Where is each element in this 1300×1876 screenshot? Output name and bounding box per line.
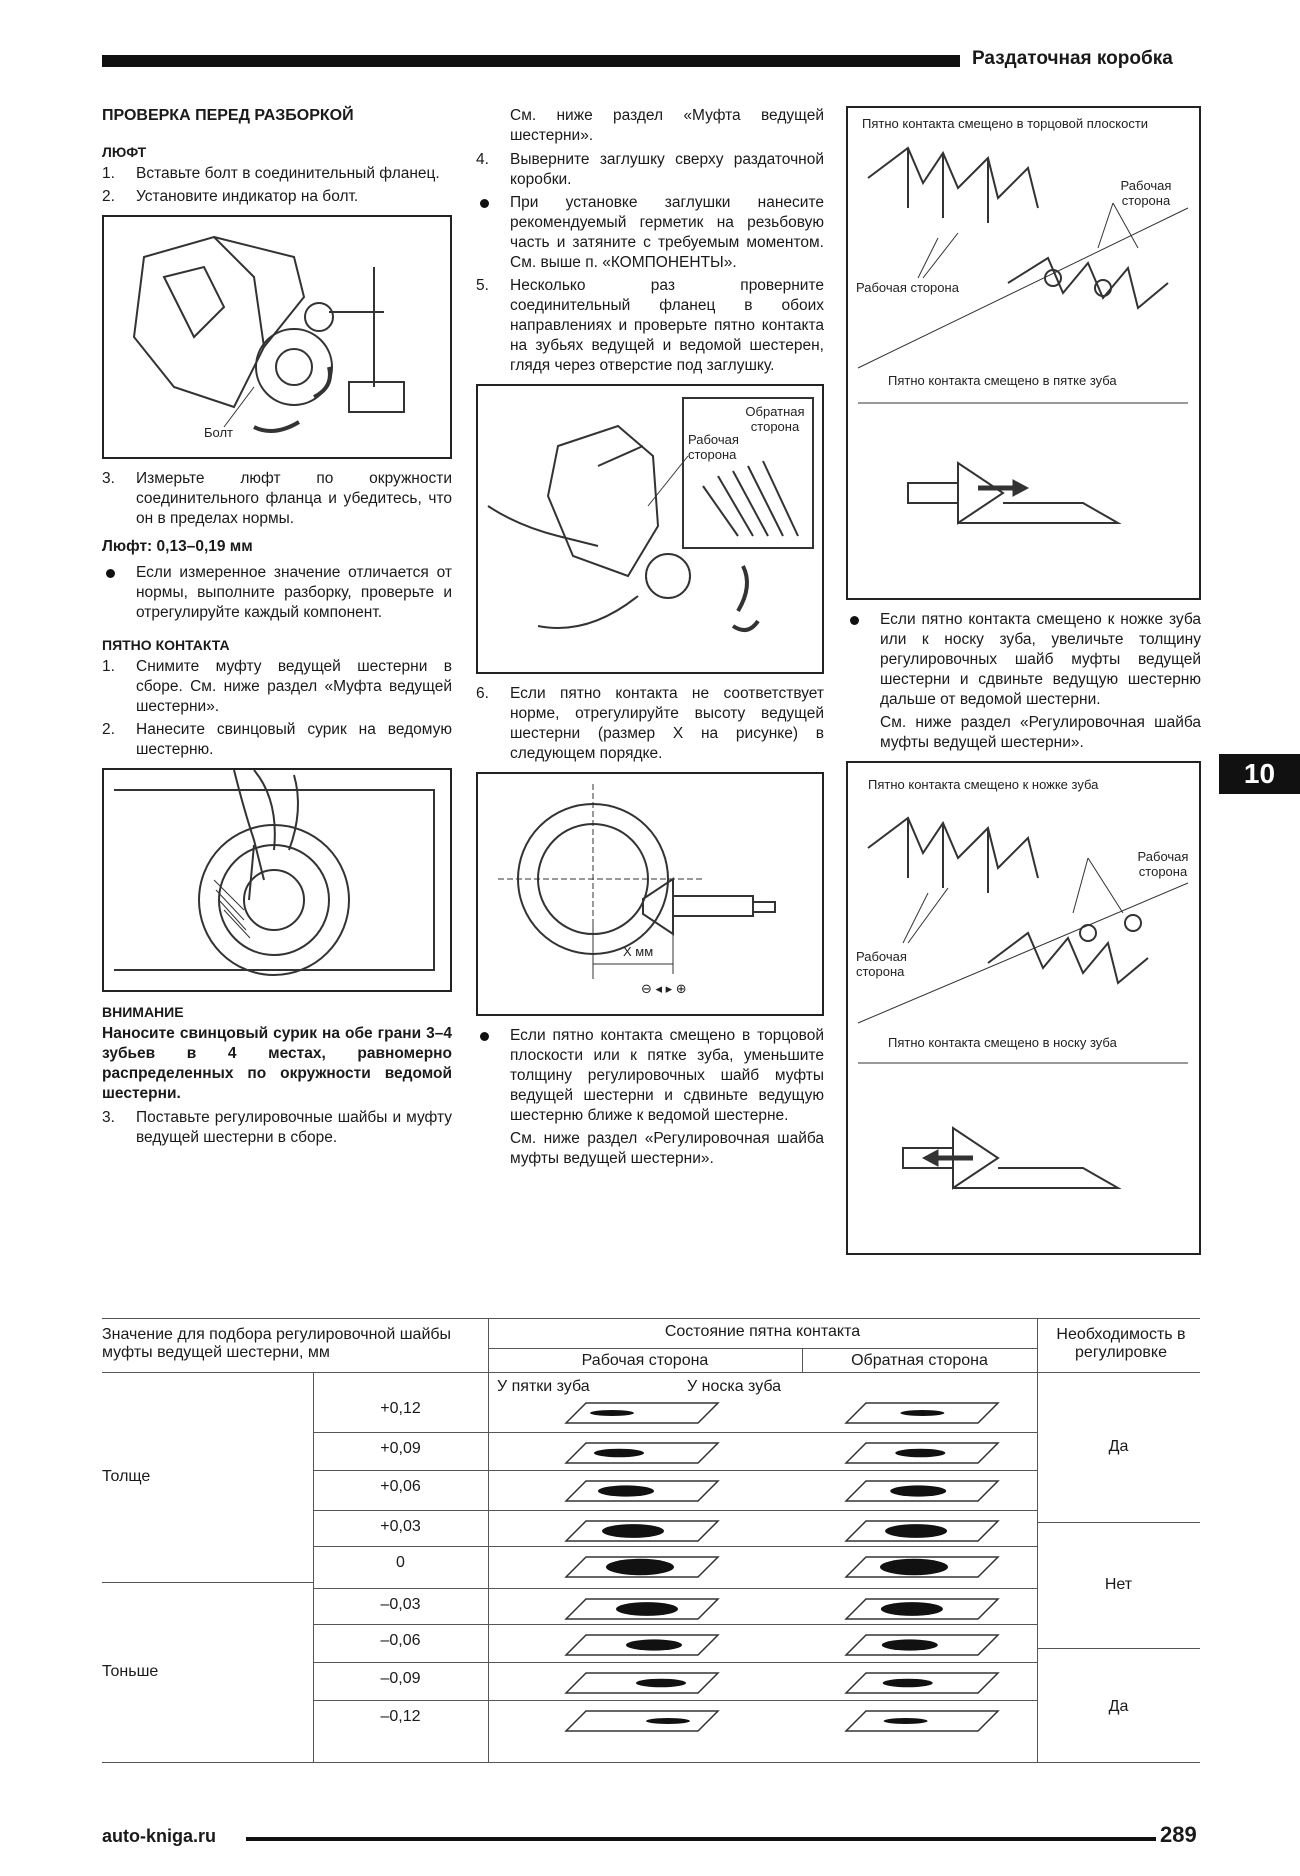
x-dimension-label: Х мм (623, 944, 654, 959)
bolt-label: Болт (204, 425, 234, 440)
work-side-label: Рабочая сторона (1120, 178, 1172, 208)
contact-pattern-work (562, 1518, 722, 1544)
contact-pattern-work (562, 1596, 722, 1622)
section-title: Раздаточная коробка (972, 48, 1173, 69)
steps-backlash (102, 164, 452, 207)
warning-text: Наносите свинцовый сурик на обе грани 3–4 зубьев в 4 местах, равномерно распределенных по окружности ведомой шестерни. (102, 1025, 452, 1102)
bullet-list (476, 1026, 824, 1126)
header-adjustment-need: Необходимость в регулировке (1056, 1326, 1186, 1361)
list-item: 3. Поставьте регулировочные шайбы и муфту ведущей шестерни в сборе. (102, 1109, 452, 1146)
heel-label: У пятки зуба (497, 1378, 590, 1395)
contact-pattern-back (842, 1670, 1002, 1696)
step-3 (102, 469, 452, 529)
group-thicker: Толще (102, 1468, 151, 1485)
list-item: При установке заглушки нанесите рекомендуемый герметик на резьбовую часть и затяните с требуемым моментом. См. выше п. «КОМПОНЕНТЫ». (476, 193, 824, 273)
warning-title: ВНИМАНИЕ (102, 1004, 184, 1020)
see-reference: См. ниже раздел «Регулировочная шайба муфты ведущей шестерни». (510, 1130, 824, 1167)
table-rule (488, 1372, 489, 1762)
list-item: Если пятно контакта смещено в торцовой плоскости или к пятке зуба, уменьшите толщину регулировочных шайб муфты ведущей шестерни и сдвиньте ведущую шестерню ближе к ведомой шестерне. (476, 1026, 824, 1126)
need-yes: Да (1108, 1698, 1129, 1715)
step-5 (476, 276, 824, 376)
table-rule (313, 1510, 1037, 1511)
figure-heel-contact (846, 106, 1201, 600)
group-thinner: Тоньше (102, 1663, 159, 1680)
contact-title: ПЯТНО КОНТАКТА (102, 637, 230, 653)
chapter-tab: 10 (1219, 754, 1300, 794)
figure-check-contact (476, 384, 824, 674)
list-item: 3. Измерьте люфт по окружности соединительного фланца и убедитесь, что он в пределах нормы. (102, 470, 452, 527)
contact-pattern-back (842, 1554, 1002, 1580)
need-yes: Да (1108, 1438, 1129, 1455)
row-value: +0,03 (380, 1518, 421, 1535)
work-side-label: Рабочая сторона (856, 949, 907, 979)
list-item: Если пятно контакта смещено к ножке зуба или к носку зуба, увеличьте толщину регулировочных шайб муфты ведущей шестерни и сдвиньте ведущую шестерню дальше от ведомой шестерни. (846, 610, 1201, 710)
bullet-list (846, 610, 1201, 710)
dial-indicator-drawing (104, 217, 450, 457)
header-contact-state: Состояние пятна контакта (664, 1323, 861, 1340)
table-rule (313, 1588, 1037, 1589)
back-side-label: Обратная сторона (745, 404, 805, 434)
list-item: 1. Снимите муфту ведущей шестерни в сборе. См. ниже раздел «Муфта ведущей шестерни». (102, 658, 452, 715)
table-rule (313, 1546, 1037, 1547)
gear-painting-drawing (104, 770, 450, 990)
torsion-contact-label: Пятно контакта смещено в торцовой плоскости (862, 116, 1149, 131)
figure-pinion-height (476, 772, 824, 1016)
contact-pattern-work (562, 1670, 722, 1696)
contact-pattern-work (562, 1708, 722, 1734)
row-value: –0,03 (380, 1596, 421, 1613)
step-6 (476, 684, 824, 764)
toe-label: У носка зуба (687, 1378, 782, 1395)
list-item: 6. Если пятно контакта не соответствует норме, отрегулируйте высоту ведущей шестерни (размер X на рисунке) в следующем порядке. (476, 685, 824, 762)
table-rule (102, 1582, 313, 1583)
toe-contact-drawing (848, 763, 1199, 1253)
contact-pattern-back (842, 1708, 1002, 1734)
pinion-height-drawing (478, 774, 822, 1014)
table-rule (1037, 1522, 1200, 1523)
footer-site: auto-kniga.ru (102, 1826, 217, 1846)
heel-contact-label: Пятно контакта смещено в пятке зуба (888, 373, 1117, 388)
table-rule (102, 1372, 1200, 1373)
row-value: –0,06 (380, 1632, 421, 1649)
list-item: 2. Нанесите свинцовый сурик на ведомую шестерню. (102, 721, 452, 758)
list-item: 4. Выверните заглушку сверху раздаточной коробки. (476, 151, 824, 188)
figure-dial-indicator (102, 215, 452, 459)
work-side-label: Рабочая сторона (856, 280, 959, 295)
continued-text: См. ниже раздел «Муфта ведущей шестерни». (510, 107, 824, 144)
list-item: 2. Установите индикатор на болт. (102, 188, 359, 205)
contact-pattern-work (562, 1478, 722, 1504)
bullet-list (476, 193, 824, 273)
root-contact-label: Пятно контакта смещено к ножке зуба (868, 777, 1099, 792)
contact-pattern-work (562, 1440, 722, 1466)
direction-signs: ⊖ ◂ ▸ ⊕ (641, 981, 687, 996)
contact-pattern-back (842, 1400, 1002, 1426)
header-back-side: Обратная сторона (851, 1352, 988, 1369)
header-rule (102, 55, 960, 67)
toe-contact-label: Пятно контакта смещено в носку зуба (888, 1035, 1117, 1050)
steps-contact (102, 657, 452, 760)
backlash-spec: Люфт: 0,13–0,19 мм (102, 538, 253, 555)
contact-pattern-back (842, 1518, 1002, 1544)
figure-gear-painting (102, 768, 452, 992)
contact-pattern-back (842, 1596, 1002, 1622)
step-4 (476, 150, 824, 190)
table-rule (313, 1432, 1037, 1433)
table-rule (313, 1700, 1037, 1701)
row-value: +0,12 (380, 1400, 421, 1417)
row-value: +0,06 (380, 1478, 421, 1495)
contact-pattern-work (562, 1554, 722, 1580)
page-heading: ПРОВЕРКА ПЕРЕД РАЗБОРКОЙ (102, 107, 354, 124)
step-3b (102, 1108, 452, 1148)
contact-pattern-back (842, 1478, 1002, 1504)
list-item: Если измеренное значение отличается от нормы, выполните разборку, проверьте и отрегулируйте каждый компонент. (102, 563, 452, 623)
contact-pattern-back (842, 1440, 1002, 1466)
table-rule (1037, 1318, 1038, 1372)
figure-toe-contact (846, 761, 1201, 1255)
column-2 (476, 106, 824, 1173)
column-3 (846, 106, 1201, 1265)
list-item: 1. Вставьте болт в соединительный фланец. (102, 165, 440, 182)
need-no: Нет (1104, 1576, 1133, 1593)
table-rule (102, 1318, 1200, 1319)
shim-selection-table (102, 1318, 1200, 1764)
contact-pattern-back (842, 1632, 1002, 1658)
table-rule (313, 1624, 1037, 1625)
backlash-title: ЛЮФТ (102, 144, 147, 160)
row-value: 0 (396, 1554, 405, 1571)
footer-rule (246, 1837, 1156, 1841)
see-reference: См. ниже раздел «Регулировочная шайба муфты ведущей шестерни». (880, 714, 1201, 751)
row-value: +0,09 (380, 1440, 421, 1457)
table-rule (488, 1348, 1037, 1349)
header-work-side: Рабочая сторона (581, 1352, 709, 1369)
row-value: –0,12 (380, 1708, 421, 1725)
table-rule (102, 1762, 1200, 1763)
work-side-label: Рабочая сторона (688, 432, 739, 462)
contact-pattern-work (562, 1632, 722, 1658)
list-item: 5. Несколько раз проверните соединительный фланец в обоих направлениях и проверьте пятно контакта на зубьях ведущей и ведомой шестерен, глядя через отверстие под заглушку. (476, 277, 824, 374)
table-rule (313, 1470, 1037, 1471)
bullet-list (102, 563, 452, 623)
contact-pattern-work (562, 1400, 722, 1426)
header-value: Значение для подбора регулировочной шайбы муфты ведущей шестерни, мм (102, 1326, 452, 1361)
column-1 (102, 106, 452, 1151)
row-value: –0,09 (380, 1670, 421, 1687)
table-rule (1037, 1648, 1200, 1649)
work-side-label: Рабочая сторона (1137, 849, 1189, 879)
table-rule (313, 1662, 1037, 1663)
page-number: 289 (1160, 1822, 1197, 1847)
